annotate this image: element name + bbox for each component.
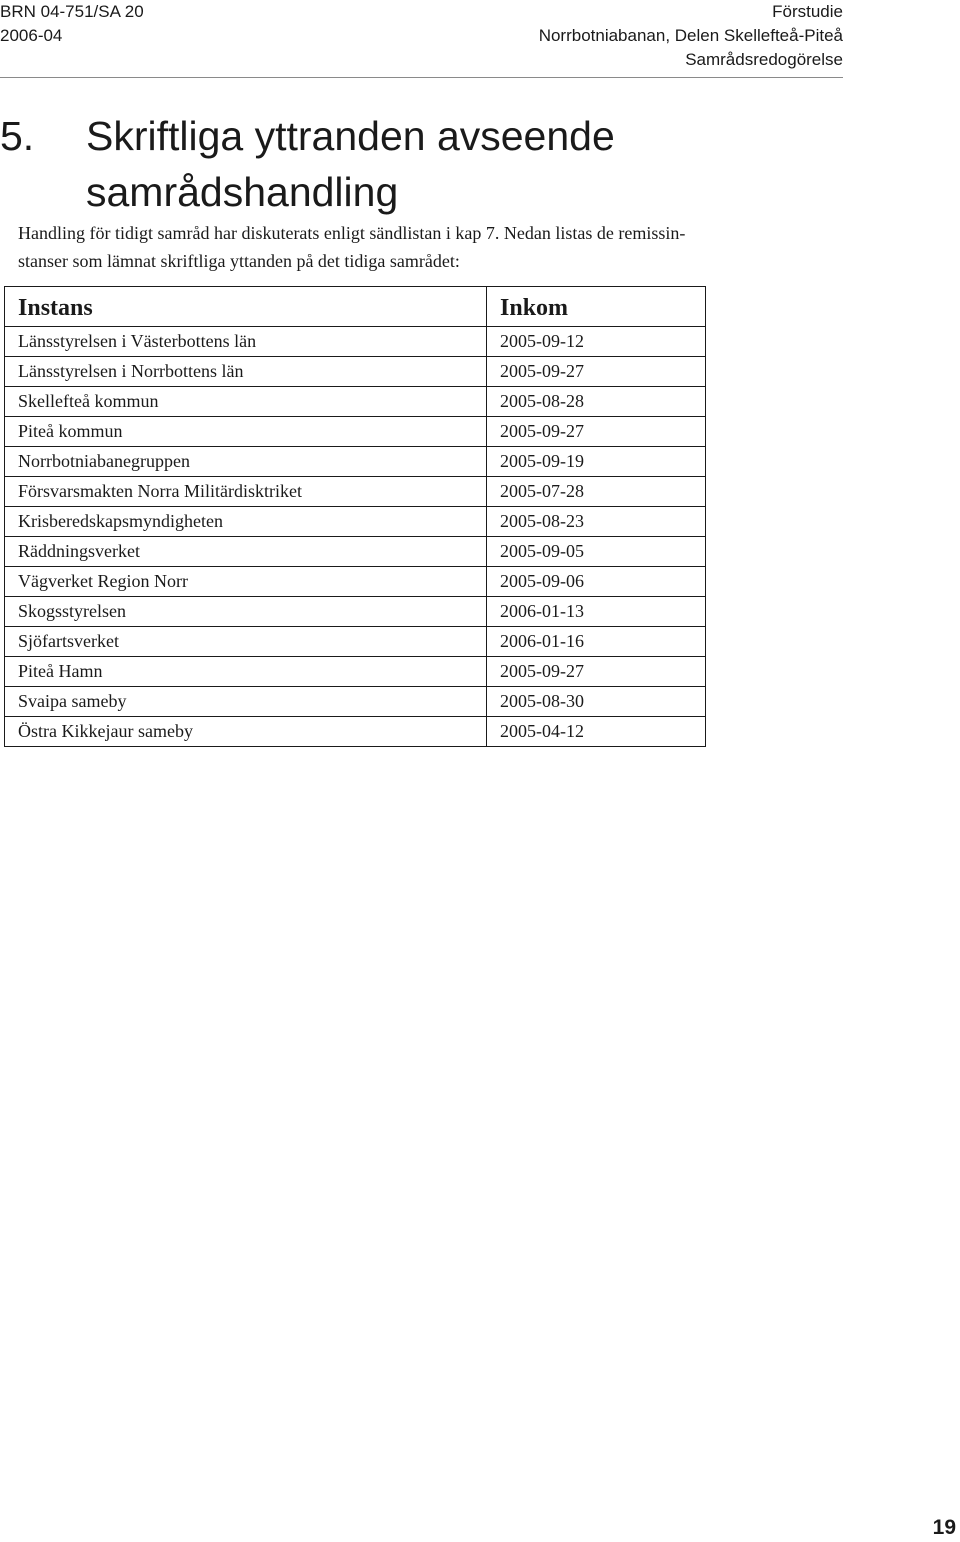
intro-line-2: stanser som lämnat skriftliga yttanden på det tidiga samrådet: [18,251,460,271]
inkom-cell: 2005-04-12 [487,717,706,747]
inkom-cell: 2005-09-27 [487,417,706,447]
inkom-cell: 2005-09-05 [487,537,706,567]
inkom-cell: 2006-01-16 [487,627,706,657]
intro-paragraph [18,219,778,275]
table-body [5,327,706,747]
table-row [5,477,706,507]
instans-cell: Norrbotniabanegruppen [5,447,487,477]
table-row [5,507,706,537]
inkom-cell: 2006-01-13 [487,597,706,627]
table-row [5,687,706,717]
inkom-cell: 2005-09-12 [487,327,706,357]
instans-cell: Skogsstyrelsen [5,597,487,627]
instans-cell: Sjöfartsverket [5,627,487,657]
inkom-cell: 2005-07-28 [487,477,706,507]
table-row [5,627,706,657]
instans-cell: Piteå kommun [5,417,487,447]
project-name: Norrbotniabanan, Delen Skellefteå-Piteå [538,26,843,45]
document-type: Förstudie [772,2,843,21]
page-header [0,0,843,78]
instans-cell: Länsstyrelsen i Västerbottens län [5,327,487,357]
section-title-line2: samrådshandling [86,169,399,215]
instans-cell: Krisberedskapsmyndigheten [5,507,487,537]
header-right [539,0,843,72]
table-row [5,447,706,477]
section-title-line1: Skriftliga yttranden avseende [86,113,615,159]
column-header-instans: Instans [5,287,487,327]
instans-cell: Östra Kikkejaur sameby [5,717,487,747]
inkom-cell: 2005-08-23 [487,507,706,537]
table-row [5,387,706,417]
document-number: BRN 04-751/SA 20 [0,2,144,21]
inkom-cell: 2005-09-27 [487,657,706,687]
document-date: 2006-04 [0,26,63,45]
inkom-cell: 2005-09-27 [487,357,706,387]
header-left [0,0,144,48]
table-row [5,327,706,357]
page-number: 19 [932,1516,956,1539]
instans-cell: Skellefteå kommun [5,387,487,417]
instans-cell: Vägverket Region Norr [5,567,487,597]
table-row [5,417,706,447]
instans-cell: Länsstyrelsen i Norrbottens län [5,357,487,387]
header-divider [0,77,843,78]
inkom-cell: 2005-09-19 [487,447,706,477]
instans-cell: Svaipa sameby [5,687,487,717]
inkom-cell: 2005-08-28 [487,387,706,417]
column-header-inkom: Inkom [487,287,706,327]
table-row [5,657,706,687]
table-header-row [5,287,706,327]
table-row [5,597,706,627]
instans-cell: Räddningsverket [5,537,487,567]
section-heading [0,108,900,220]
inkom-cell: 2005-09-06 [487,567,706,597]
instans-cell: Piteå Hamn [5,657,487,687]
table-row [5,717,706,747]
document-title: Samrådsredogörelse [685,50,843,69]
intro-line-1: Handling för tidigt samråd har diskuterats enligt sändlistan i kap 7. Nedan listas de remissin- [18,223,686,243]
instans-cell: Försvarsmakten Norra Militärdisktriket [5,477,487,507]
table-row [5,357,706,387]
table-row [5,567,706,597]
inkom-cell: 2005-08-30 [487,687,706,717]
section-number: 5. [0,113,35,159]
table-row [5,537,706,567]
submissions-table [4,286,706,747]
